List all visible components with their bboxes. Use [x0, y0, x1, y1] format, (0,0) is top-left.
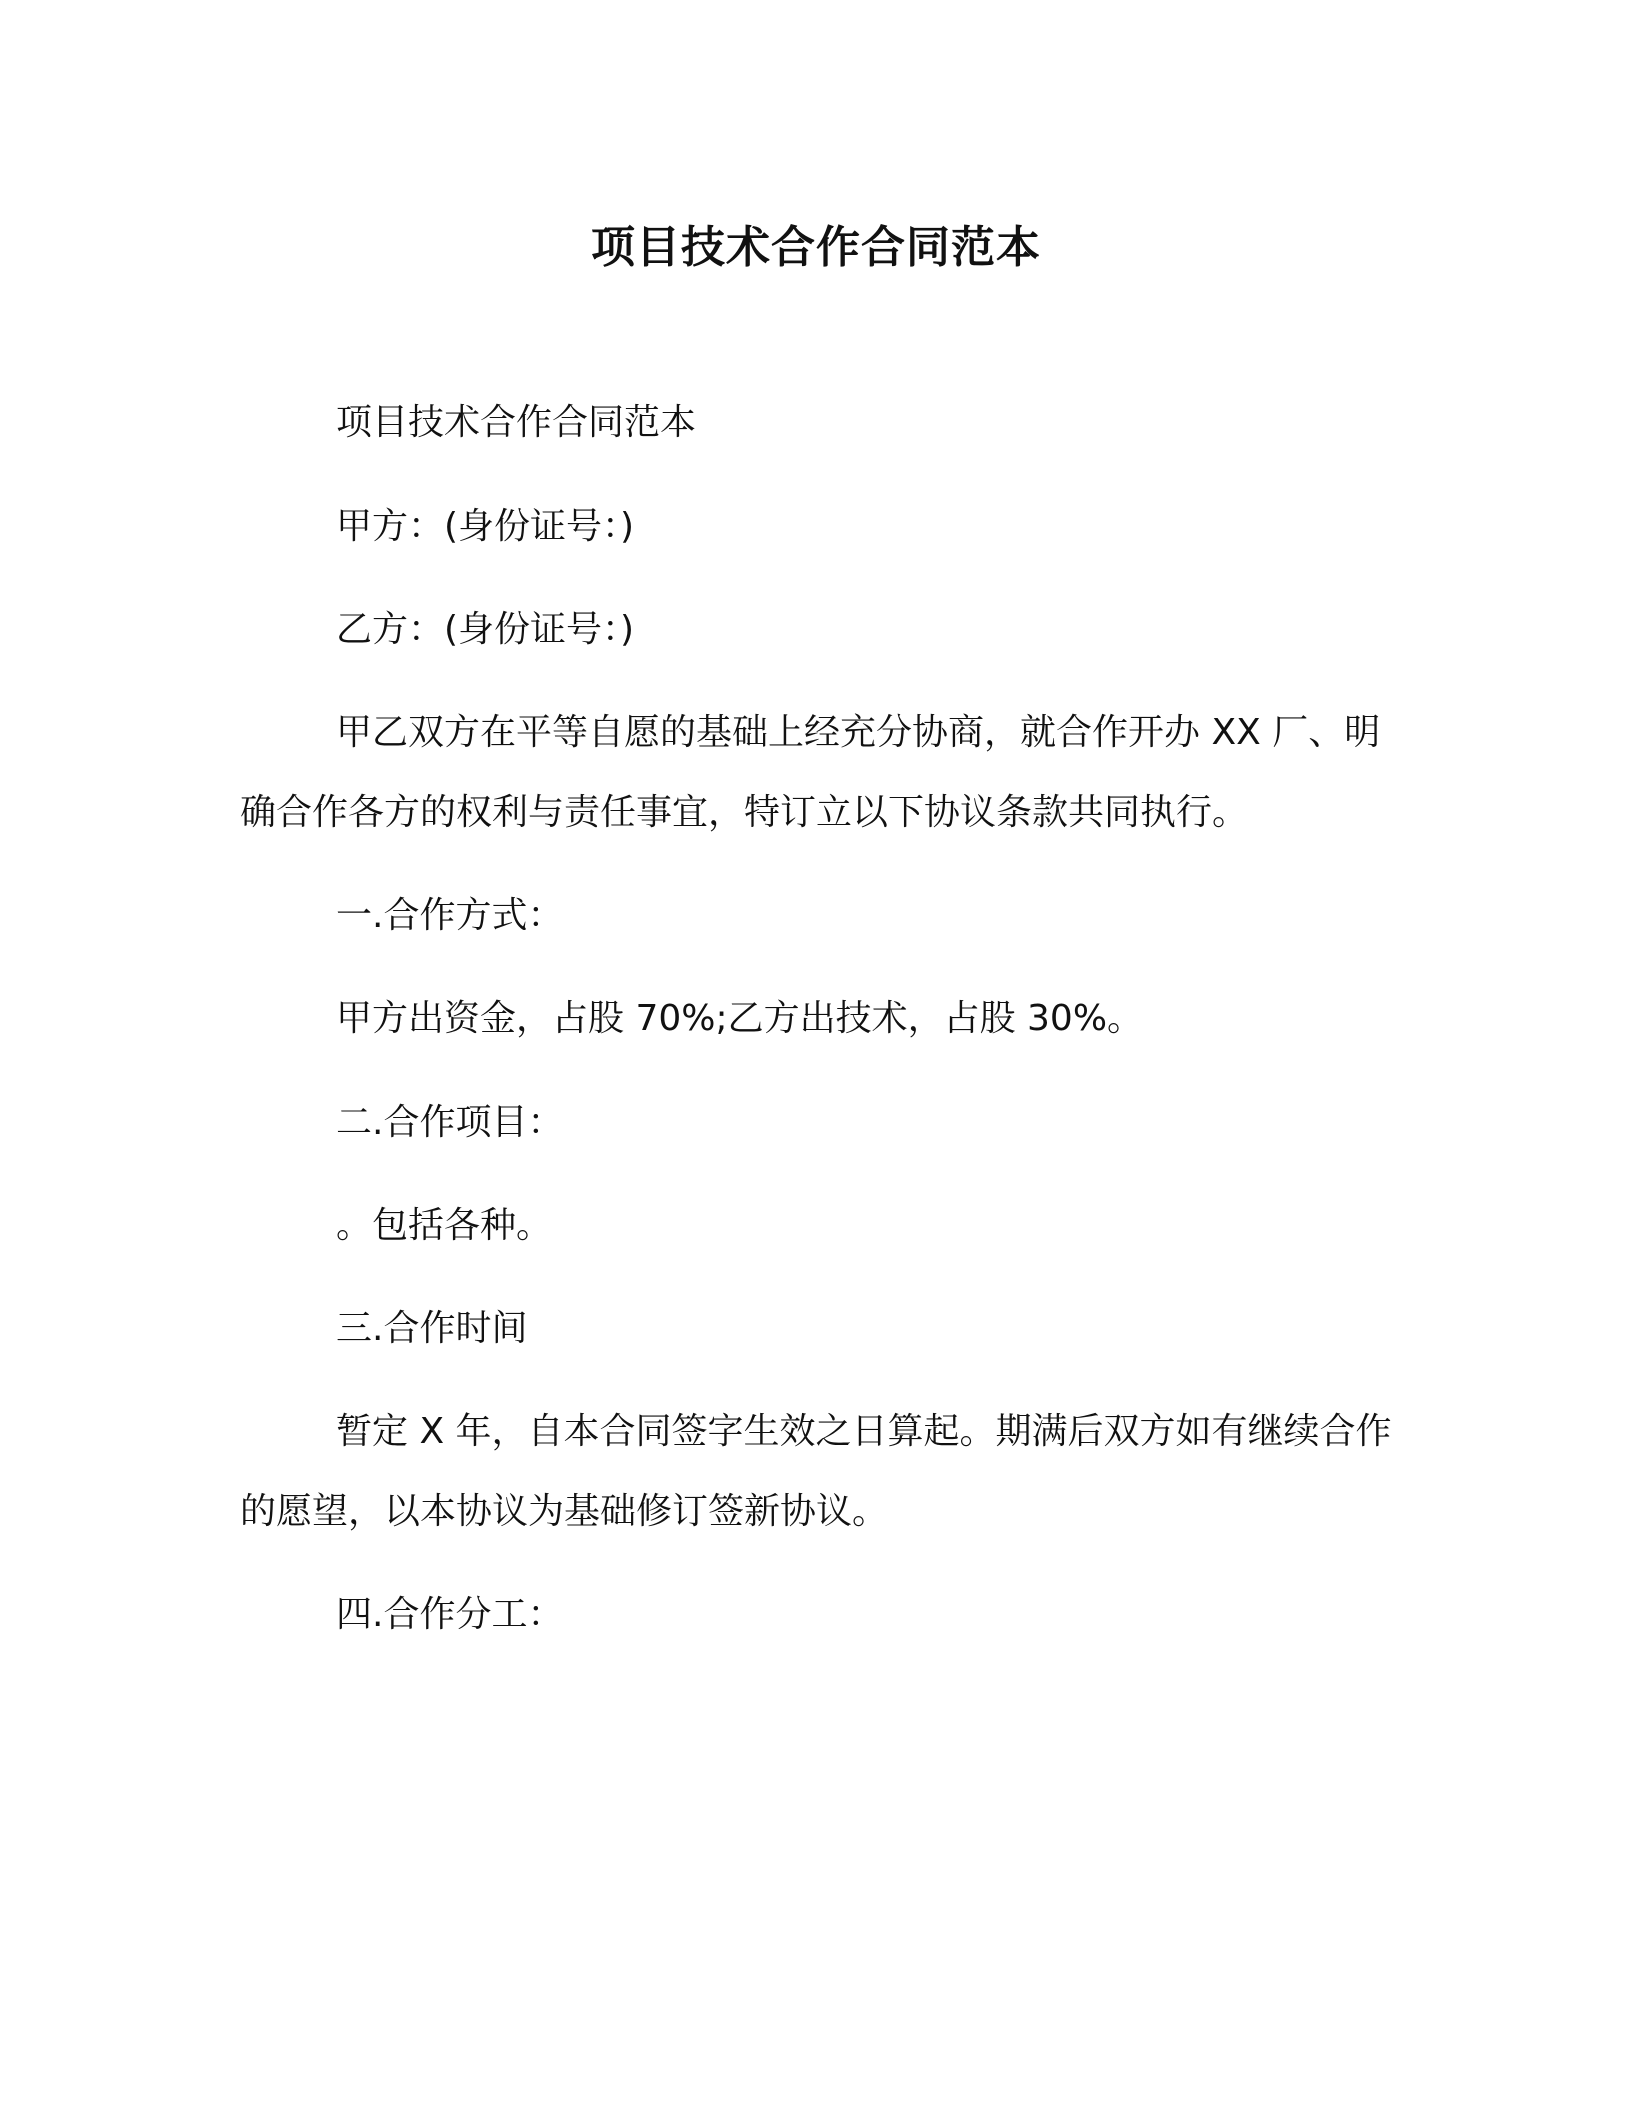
paragraph-party-a: 甲方：(身份证号：): [336, 506, 635, 547]
paragraph-project-scope: 。包括各种。: [336, 1205, 553, 1246]
heading-division-of-work: 四.合作分工：: [336, 1594, 564, 1635]
paragraph-equity: 甲方出资金，占股 70%;乙方出技术，占股 30%。: [336, 998, 1144, 1039]
heading-cooperation-time: 三.合作时间: [336, 1308, 528, 1349]
document-title: 项目技术合作合同范本: [591, 222, 1041, 273]
heading-cooperation-method: 一.合作方式：: [336, 895, 564, 936]
heading-cooperation-project: 二.合作项目：: [336, 1102, 564, 1143]
paragraph-intro: 甲乙双方在平等自愿的基础上经充分协商，就合作开办 XX 厂、明确合作各方的权利与责任事宜，特订立以下协议条款共同执行。: [240, 712, 1381, 833]
paragraph-party-b: 乙方：(身份证号：): [336, 609, 635, 650]
paragraph-term: 暂定 X 年，自本合同签字生效之日算起。期满后双方如有继续合作的愿望，以本协议为基础修订签新协议。: [240, 1411, 1392, 1532]
paragraph-subtitle: 项目技术合作合同范本: [336, 402, 697, 443]
